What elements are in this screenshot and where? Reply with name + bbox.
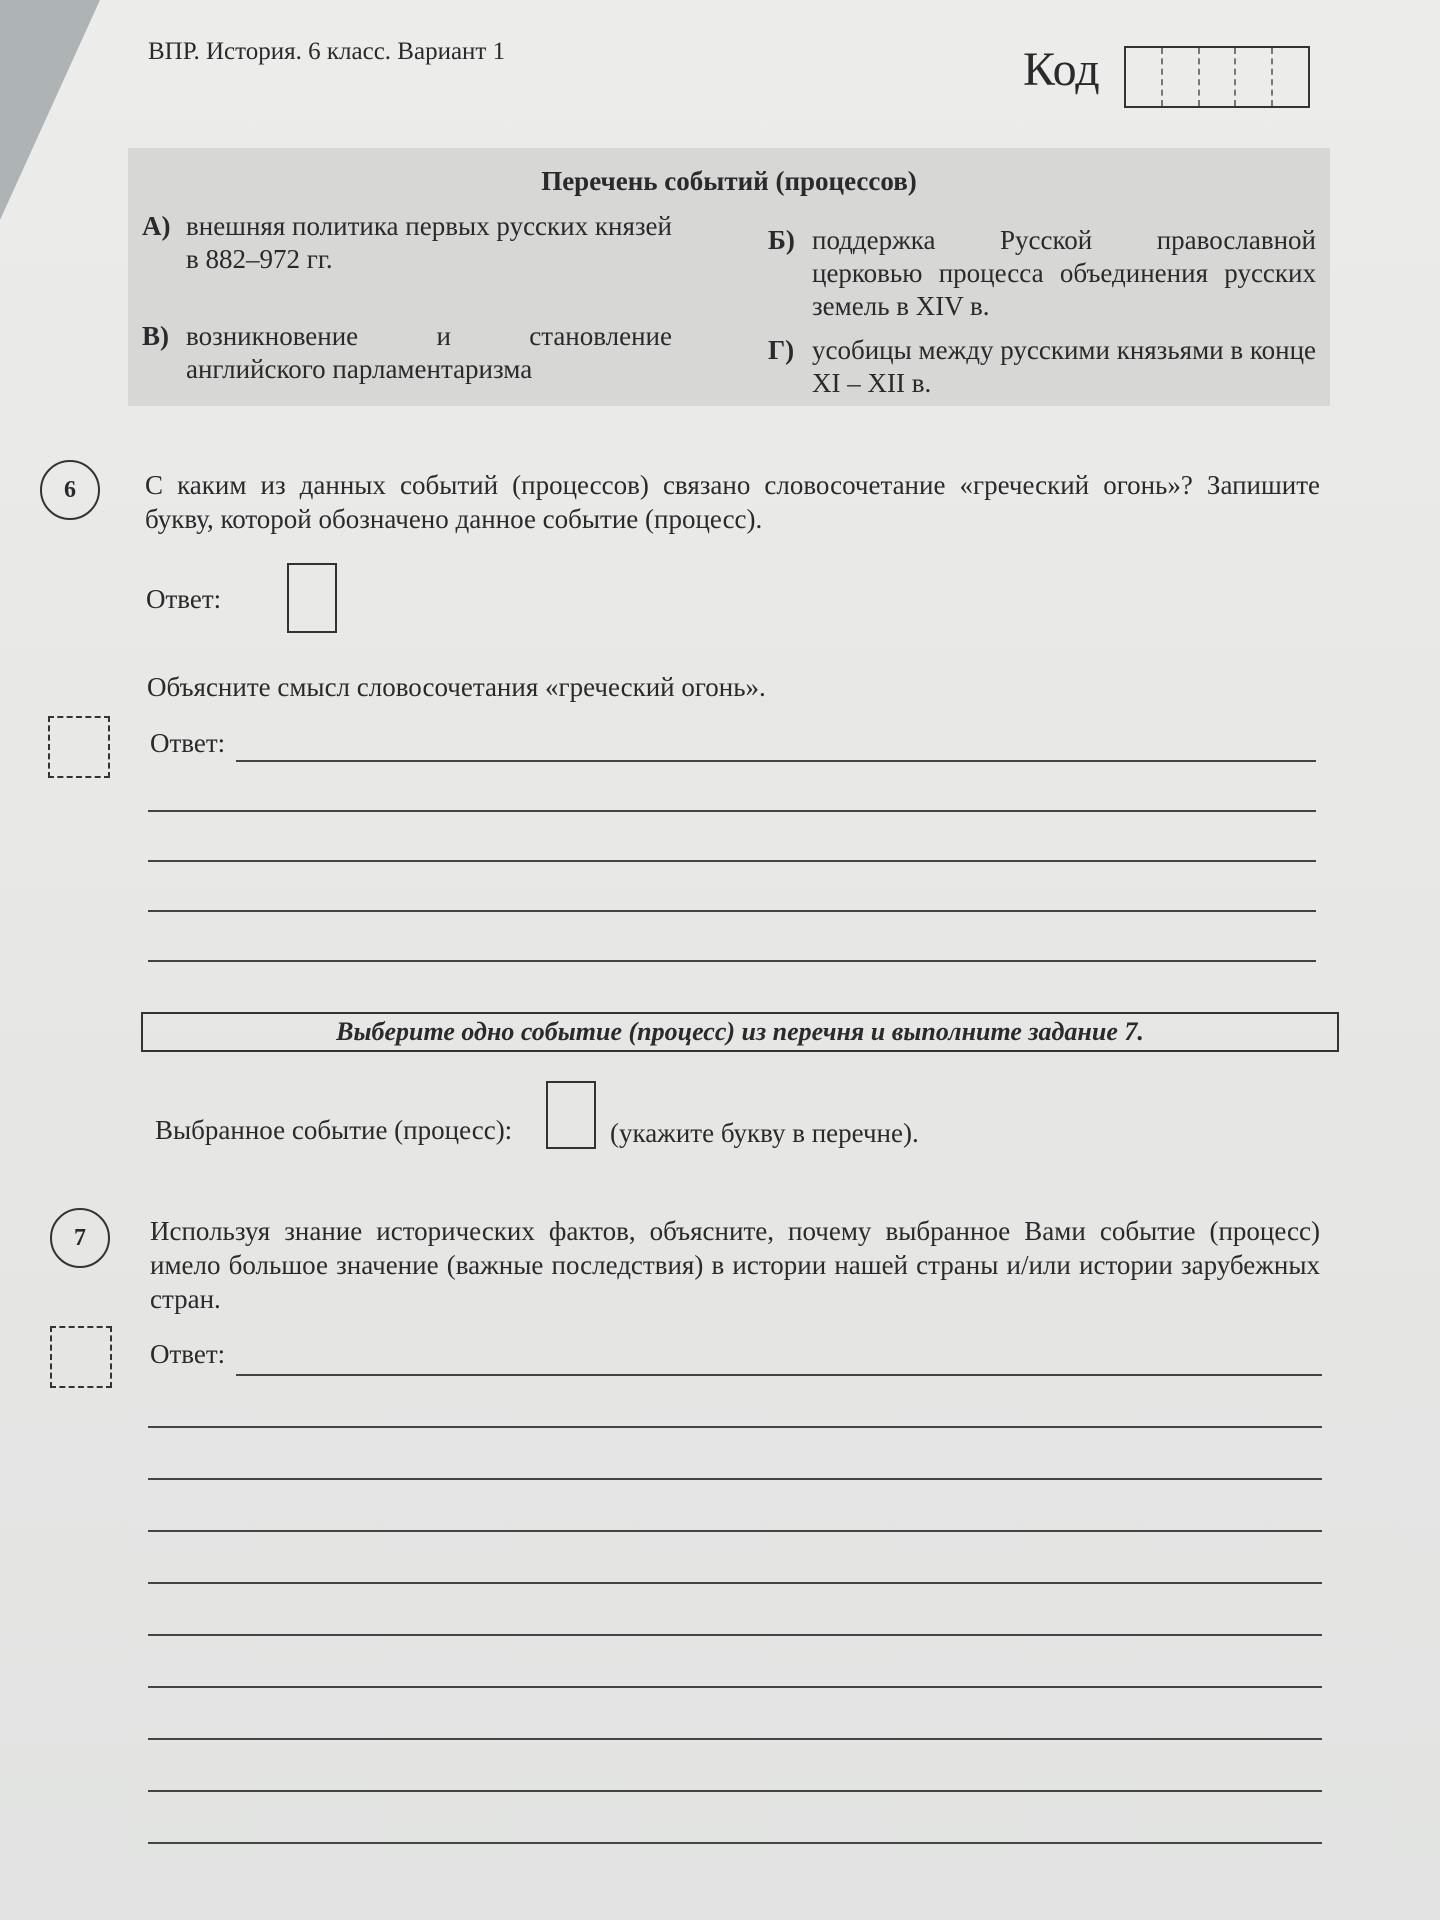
task6-question: С каким из данных событий (процессов) связано словосочетание «греческий огонь»? Запишите букву, которой обозначено данное событие (процесс).	[145, 470, 1320, 534]
code-cell[interactable]	[1236, 48, 1273, 106]
answer-line[interactable]	[236, 760, 1316, 762]
chosen-event-hint: (укажите букву в перечне).	[610, 1118, 919, 1148]
task6-explain-prompt: Объясните смысл словосочетания «греческий огонь».	[147, 672, 766, 702]
events-heading: Перечень событий (процессов)	[541, 166, 917, 196]
answer-line[interactable]	[148, 1842, 1322, 1844]
task6-explain-answer-label: Ответ:	[150, 728, 226, 758]
answer-line[interactable]	[236, 1374, 1322, 1376]
task6-answer-label: Ответ:	[146, 584, 222, 614]
event-letter: А)	[142, 211, 171, 241]
answer-line[interactable]	[148, 1790, 1322, 1792]
answer-line[interactable]	[148, 860, 1316, 862]
task-number-7: 7	[50, 1208, 110, 1268]
event-letter: В)	[142, 321, 169, 351]
answer-line[interactable]	[148, 810, 1316, 812]
event-item-a	[142, 210, 672, 276]
task-number-6: 6	[40, 460, 100, 520]
folded-corner	[0, 0, 100, 220]
task7-question: Используя знание исторических фактов, объясните, почему выбранное Вами событие (процесс) имело большое значение (важные последствия) в истории нашей страны и/или истории зарубежных стран.	[150, 1216, 1320, 1314]
task6-letter-answer-box[interactable]	[287, 563, 337, 633]
page-header: ВПР. История. 6 класс. Вариант 1	[148, 38, 506, 65]
code-cell[interactable]	[1273, 48, 1308, 106]
code-label: Код	[1023, 43, 1100, 96]
code-field[interactable]	[1124, 46, 1310, 108]
chosen-event-box[interactable]	[546, 1081, 596, 1149]
event-letter: Г)	[768, 335, 795, 365]
answer-line[interactable]	[148, 1582, 1322, 1584]
answer-line[interactable]	[148, 1426, 1322, 1428]
answer-line[interactable]	[148, 1478, 1322, 1480]
answer-line[interactable]	[148, 910, 1316, 912]
event-item-b	[768, 224, 1316, 323]
code-cell[interactable]	[1163, 48, 1200, 106]
task7-score-box	[50, 1326, 112, 1388]
event-item-g	[768, 334, 1316, 400]
event-text: усобицы между русскими князьями в конце XI – XII в.	[812, 335, 1316, 398]
answer-line[interactable]	[148, 1738, 1322, 1740]
task7-answer-label: Ответ:	[150, 1339, 226, 1369]
answer-line[interactable]	[148, 1634, 1322, 1636]
event-letter: Б)	[768, 225, 795, 255]
code-cell[interactable]	[1126, 48, 1163, 106]
events-list-panel	[128, 148, 1330, 406]
event-text: внешняя политика первых русских князей в 882–972 гг.	[186, 211, 672, 274]
chosen-event-label: Выбранное событие (процесс):	[155, 1115, 513, 1145]
event-text: поддержка Русской православной церковью процесса объединения русских земель в XIV в.	[812, 225, 1316, 321]
code-cell[interactable]	[1200, 48, 1237, 106]
task6-score-box	[48, 716, 110, 778]
answer-line[interactable]	[148, 1530, 1322, 1532]
event-text: возникновение и становление английского парламентаризма	[186, 321, 672, 384]
answer-line[interactable]	[148, 960, 1316, 962]
answer-line[interactable]	[148, 1686, 1322, 1688]
event-item-v	[142, 320, 672, 386]
instruction-banner: Выберите одно событие (процесс) из перечня и выполните задание 7.	[141, 1012, 1339, 1052]
